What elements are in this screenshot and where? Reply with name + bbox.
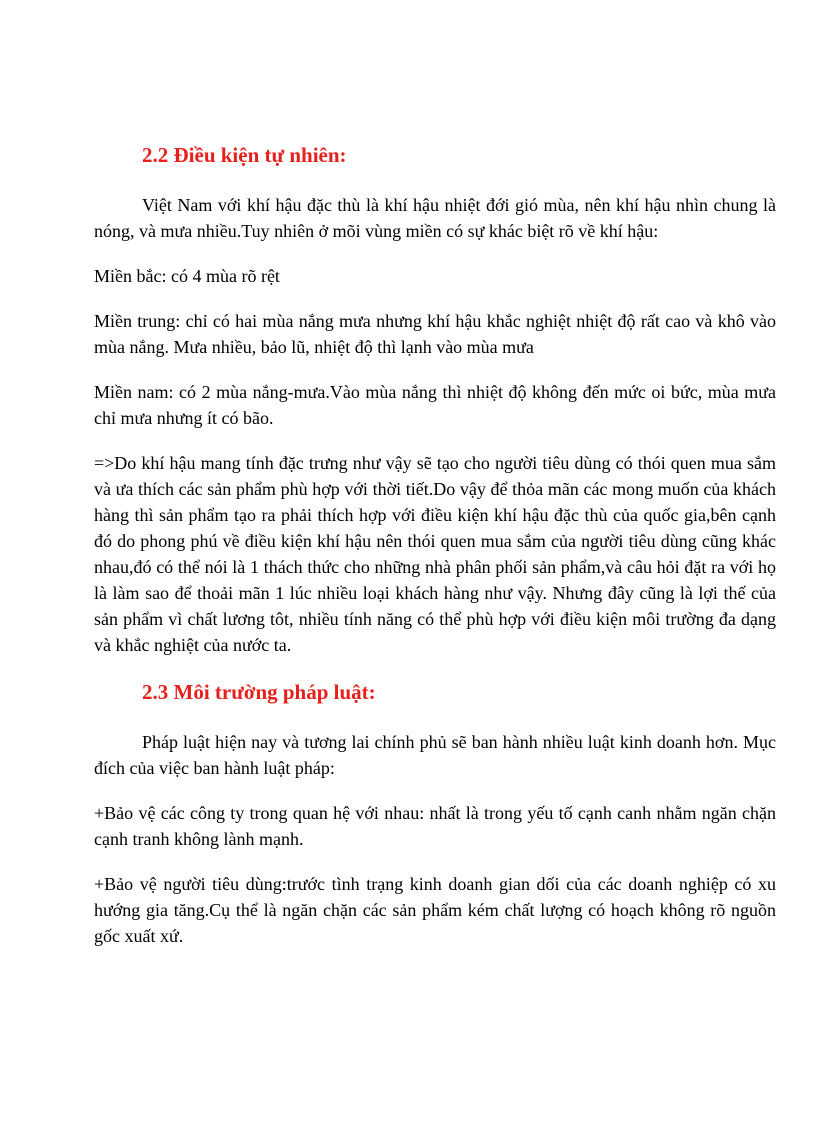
climate-central: Miền trung: chỉ có hai mùa nắng mưa nhưng khí hậu khắc nghiệt nhiệt độ rất cao và khô vào mùa nắng. Mưa nhiều, bảo lũ, nhiệt độ thì lạnh vào mùa mưa — [94, 311, 776, 357]
law-point-2: +Bảo vệ người tiêu dùng:trước tình trạng kinh doanh gian dối của các doanh nghiệp có xu hướng gia tăng.Cụ thể là ngăn chặn các sản phẩm kém chất lượng có hoạch không rõ nguồn gốc xuất xứ. — [94, 874, 776, 946]
section-2-3-intro: Pháp luật hiện nay và tương lai chính phủ sẽ ban hành nhiều luật kinh doanh hơn. Mục đích của việc ban hành luật pháp: — [94, 732, 776, 778]
law-point-1: +Bảo vệ các công ty trong quan hệ với nhau: nhất là trong yếu tố cạnh canh nhằm ngăn chặn cạnh tranh không lành mạnh. — [94, 803, 776, 849]
section-2-2-heading: 2.2 Điều kiện tự nhiên: — [142, 143, 347, 167]
section-2-2-intro: Việt Nam với khí hậu đặc thù là khí hậu nhiệt đới gió mùa, nên khí hậu nhìn chung là nóng, và mưa nhiều.Tuy nhiên ở mõi vùng miền có sự khác biệt rõ về khí hậu: — [94, 195, 776, 241]
climate-conclusion: =>Do khí hậu mang tính đặc trưng như vậy sẽ tạo cho người tiêu dùng có thói quen mua sắm và ưa thích các sản phẩm phù hợp với thời tiết.Do vậy để thỏa mãn các mong muốn của khách hàng thì sản phẩm tạo ra phải thích hợp với điều kiện khí hậu đặc thù của quốc gia,bên cạnh đó do phong phú về điều kiện khí hậu nên thói quen mua sắm của người tiêu dùng cũng khác nhau,đó có thể nói là 1 thách thức cho những nhà phân phối sản phẩm,và câu hỏi đặt ra với họ là làm sao để thoải mãn 1 lúc nhiều loại khách hàng như vậy. Nhưng đây cũng là lợi thế của sản phẩm vì chất lương tôt, nhiều tính năng có thể phù hợp với điều kiện môi trường đa dạng và khắc nghiệt của nước ta. — [94, 453, 776, 655]
section-2-3-heading: 2.3 Môi trường pháp luật: — [142, 680, 376, 704]
document-body — [94, 140, 776, 968]
climate-south: Miền nam: có 2 mùa nắng-mưa.Vào mùa nắng thì nhiệt độ không đến mức oi bức, mùa mưa chỉ mưa nhưng ít có bão. — [94, 382, 776, 428]
climate-north: Miền bắc: có 4 mùa rõ rệt — [94, 266, 280, 286]
